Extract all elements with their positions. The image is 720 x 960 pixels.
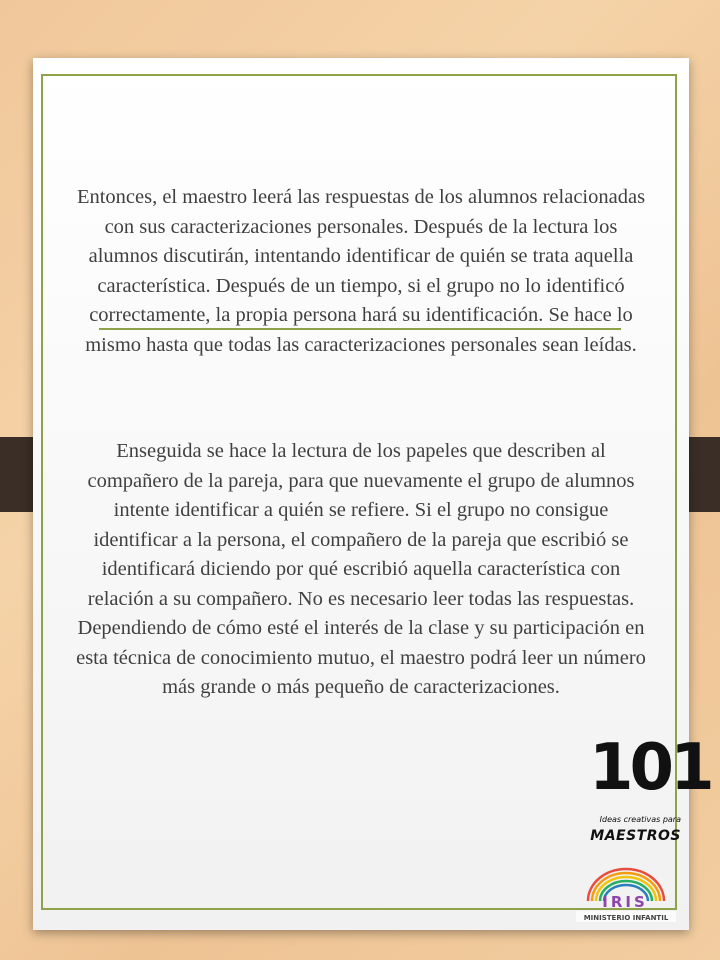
svg-text:MINISTERIO INFANTIL: MINISTERIO INFANTIL <box>583 914 669 922</box>
green-underline <box>99 328 621 330</box>
svg-text:IRIS: IRIS <box>602 893 648 911</box>
logo-101-subtitle: Ideas creativas para <box>599 815 681 824</box>
logo-101-number: 101 <box>589 731 711 805</box>
paragraph-2: Enseguida se hace la lectura de los papeles que describen al compañero de la pareja, para que nuevamente el grupo de alumnos intente identificar a quién se refiere. Si el grupo no consigue identificar a la persona, el compañero de la pareja que escribió se identificará diciendo por qué escribió aquella característica con relación a su compañero. No es necesario leer todas las respuestas. Dependiendo de cómo esté el interés de la clase y su participación en esta técnica de conocimiento mutuo, el maestro podrá leer un número más grande o más pequeño de caracterizaciones. <box>76 440 646 698</box>
slide-card <box>33 58 711 930</box>
paragraph-1: Entonces, el maestro leerá las respuestas de los alumnos relacionadas con sus caracterizaciones personales. Después de la lectura los alumnos discutirán, intentando identificar de quién se trata aquella característica. Después de un tiempo, si el grupo no lo identificó correctamente, la propia persona hará su identificación. Se hace lo mismo hasta que todas las caracterizaciones personales sean leídas. <box>76 186 646 356</box>
iris-ministerio-logo <box>568 863 683 928</box>
logo-101-title: MAESTROS <box>590 828 681 844</box>
